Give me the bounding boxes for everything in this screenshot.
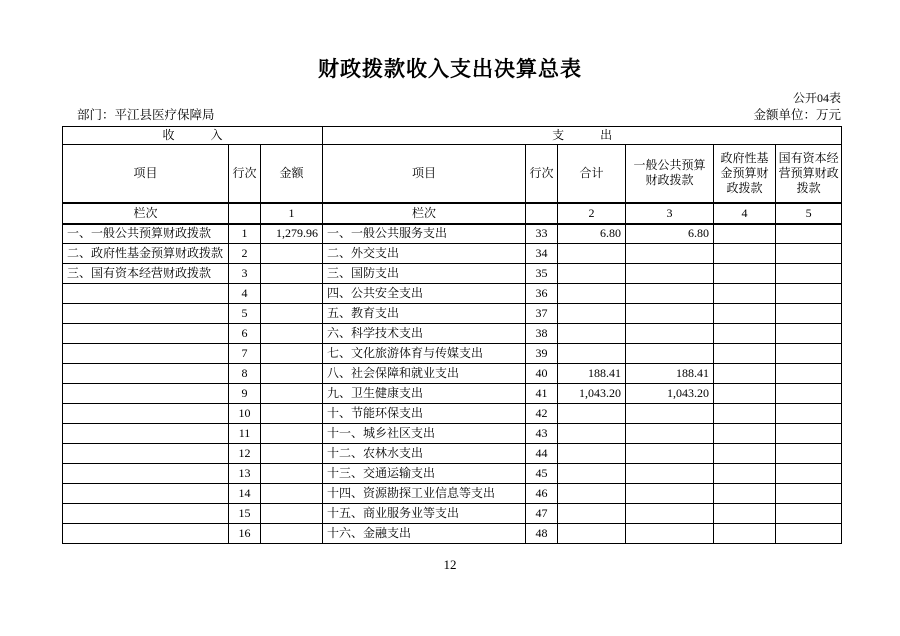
expense-total-cell <box>558 284 626 304</box>
expense-state-capital-cell <box>776 404 842 424</box>
expense-total-cell <box>558 524 626 544</box>
expense-general-cell <box>626 264 714 284</box>
expense-total-header: 合计 <box>558 145 626 203</box>
expense-line-cell: 38 <box>526 324 558 344</box>
income-line-header: 行次 <box>229 145 261 203</box>
expense-general-cell <box>626 524 714 544</box>
expense-state-capital-cell <box>776 264 842 284</box>
expense-total-cell <box>558 404 626 424</box>
table-row <box>63 464 842 484</box>
expense-item-cell: 九、卫生健康支出 <box>323 384 526 404</box>
income-amount-cell <box>261 264 323 284</box>
expense-gov-fund-cell <box>714 304 776 324</box>
expense-gov-fund-cell <box>714 504 776 524</box>
expense-line-cell: 33 <box>526 224 558 244</box>
expense-item-cell: 十四、资源勘探工业信息等支出 <box>323 484 526 504</box>
table-row <box>63 384 842 404</box>
income-line-cell: 16 <box>229 524 261 544</box>
expense-gov-fund-cell <box>714 404 776 424</box>
page-title: 财政拨款收入支出决算总表 <box>318 58 582 81</box>
expense-general-budget-header: 一般公共预算财政拨款 <box>626 145 714 203</box>
expense-total-cell <box>558 244 626 264</box>
income-amount-cell <box>261 364 323 384</box>
expense-gov-fund-header: 政府性基金预算财政拨款 <box>714 145 776 203</box>
expense-general-cell <box>626 244 714 264</box>
income-item-cell <box>63 364 229 384</box>
table-row <box>63 344 842 364</box>
expense-state-capital-index: 5 <box>776 203 842 224</box>
expense-total-cell <box>558 304 626 324</box>
income-item-cell <box>63 284 229 304</box>
expense-state-capital-cell <box>776 304 842 324</box>
expense-general-index: 3 <box>626 203 714 224</box>
expense-gov-fund-cell <box>714 484 776 504</box>
expense-general-cell <box>626 464 714 484</box>
expense-general-cell <box>626 484 714 504</box>
expense-total-cell <box>558 504 626 524</box>
expense-state-capital-header: 国有资本经营预算财政拨款 <box>776 145 842 203</box>
expense-line-cell: 36 <box>526 284 558 304</box>
table-row <box>63 284 842 304</box>
table-row <box>63 524 842 544</box>
income-section-header: 收 入 <box>63 127 323 145</box>
income-line-cell: 7 <box>229 344 261 364</box>
table-row <box>63 304 842 324</box>
income-amount-cell <box>261 464 323 484</box>
expense-total-cell <box>558 464 626 484</box>
expense-gov-fund-cell <box>714 284 776 304</box>
table-row <box>63 264 842 284</box>
income-amount-cell <box>261 524 323 544</box>
expense-line-cell: 44 <box>526 444 558 464</box>
expense-gov-fund-index: 4 <box>714 203 776 224</box>
expense-general-cell <box>626 444 714 464</box>
income-line-cell: 12 <box>229 444 261 464</box>
expense-item-cell: 三、国防支出 <box>323 264 526 284</box>
income-amount-cell <box>261 444 323 464</box>
expense-line-cell: 47 <box>526 504 558 524</box>
budget-summary-table <box>62 126 842 544</box>
expense-line-cell: 43 <box>526 424 558 444</box>
column-index-row <box>63 203 842 224</box>
expense-general-cell <box>626 324 714 344</box>
expense-gov-fund-cell <box>714 444 776 464</box>
expense-item-cell: 二、外交支出 <box>323 244 526 264</box>
income-amount-cell: 1,279.96 <box>261 224 323 244</box>
expense-line-index <box>526 203 558 224</box>
income-line-cell: 15 <box>229 504 261 524</box>
income-line-cell: 11 <box>229 424 261 444</box>
table-row <box>63 484 842 504</box>
income-amount-cell <box>261 304 323 324</box>
income-line-cell: 2 <box>229 244 261 264</box>
expense-line-cell: 37 <box>526 304 558 324</box>
expense-total-cell <box>558 264 626 284</box>
expense-state-capital-cell <box>776 424 842 444</box>
income-amount-header: 金额 <box>261 145 323 203</box>
column-header-row <box>63 145 842 203</box>
expense-general-cell: 6.80 <box>626 224 714 244</box>
expense-line-cell: 40 <box>526 364 558 384</box>
income-amount-cell <box>261 404 323 424</box>
expense-state-capital-cell <box>776 444 842 464</box>
income-amount-index: 1 <box>261 203 323 224</box>
table-row <box>63 404 842 424</box>
form-code-label: 公开04表 <box>792 91 841 105</box>
expense-item-cell: 七、文化旅游体育与传媒支出 <box>323 344 526 364</box>
expense-section-header: 支 出 <box>323 127 842 145</box>
expense-item-cell: 十六、金融支出 <box>323 524 526 544</box>
expense-gov-fund-cell <box>714 384 776 404</box>
expense-index-label: 栏次 <box>323 203 526 224</box>
expense-total-cell <box>558 484 626 504</box>
expense-line-cell: 46 <box>526 484 558 504</box>
expense-total-cell: 188.41 <box>558 364 626 384</box>
income-line-cell: 6 <box>229 324 261 344</box>
income-item-cell <box>63 424 229 444</box>
expense-item-cell: 四、公共安全支出 <box>323 284 526 304</box>
income-line-cell: 4 <box>229 284 261 304</box>
table-row <box>63 424 842 444</box>
expense-item-cell: 十、节能环保支出 <box>323 404 526 424</box>
income-item-cell <box>63 444 229 464</box>
income-index-label: 栏次 <box>63 203 229 224</box>
income-line-cell: 3 <box>229 264 261 284</box>
income-item-cell <box>63 524 229 544</box>
expense-state-capital-cell <box>776 244 842 264</box>
income-amount-cell <box>261 504 323 524</box>
expense-general-cell <box>626 404 714 424</box>
expense-general-cell <box>626 504 714 524</box>
income-line-cell: 14 <box>229 484 261 504</box>
income-amount-cell <box>261 344 323 364</box>
income-item-cell <box>63 404 229 424</box>
table-row <box>63 244 842 264</box>
expense-line-cell: 34 <box>526 244 558 264</box>
expense-line-cell: 48 <box>526 524 558 544</box>
income-line-index <box>229 203 261 224</box>
expense-total-index: 2 <box>558 203 626 224</box>
table-row <box>63 504 842 524</box>
expense-gov-fund-cell <box>714 364 776 384</box>
table-row <box>63 324 842 344</box>
amount-unit-label: 金额单位：万元 <box>753 108 841 122</box>
expense-gov-fund-cell <box>714 464 776 484</box>
expense-total-cell <box>558 444 626 464</box>
expense-line-cell: 45 <box>526 464 558 484</box>
income-line-cell: 8 <box>229 364 261 384</box>
income-amount-cell <box>261 324 323 344</box>
expense-item-cell: 十五、商业服务业等支出 <box>323 504 526 524</box>
expense-state-capital-cell <box>776 384 842 404</box>
table-row <box>63 224 842 244</box>
expense-line-header: 行次 <box>526 145 558 203</box>
table-row <box>63 364 842 384</box>
income-amount-cell <box>261 384 323 404</box>
income-item-cell <box>63 504 229 524</box>
expense-gov-fund-cell <box>714 244 776 264</box>
expense-item-cell: 一、一般公共服务支出 <box>323 224 526 244</box>
expense-line-cell: 39 <box>526 344 558 364</box>
income-line-cell: 9 <box>229 384 261 404</box>
expense-item-cell: 十三、交通运输支出 <box>323 464 526 484</box>
income-item-cell: 三、国有资本经营财政拨款 <box>63 264 229 284</box>
expense-state-capital-cell <box>776 484 842 504</box>
income-line-cell: 5 <box>229 304 261 324</box>
expense-general-cell <box>626 304 714 324</box>
expense-item-cell: 十二、农林水支出 <box>323 444 526 464</box>
section-header-row <box>63 127 842 145</box>
expense-gov-fund-cell <box>714 264 776 284</box>
expense-item-header: 项目 <box>323 145 526 203</box>
income-amount-cell <box>261 424 323 444</box>
expense-total-cell <box>558 424 626 444</box>
income-item-cell: 一、一般公共预算财政拨款 <box>63 224 229 244</box>
expense-item-cell: 十一、城乡社区支出 <box>323 424 526 444</box>
expense-gov-fund-cell <box>714 424 776 444</box>
income-item-cell <box>63 324 229 344</box>
expense-state-capital-cell <box>776 344 842 364</box>
expense-general-cell <box>626 424 714 444</box>
expense-gov-fund-cell <box>714 344 776 364</box>
income-item-cell: 二、政府性基金预算财政拨款 <box>63 244 229 264</box>
expense-gov-fund-cell <box>714 324 776 344</box>
income-line-cell: 1 <box>229 224 261 244</box>
expense-line-cell: 35 <box>526 264 558 284</box>
expense-item-cell: 六、科学技术支出 <box>323 324 526 344</box>
income-line-cell: 13 <box>229 464 261 484</box>
income-item-header: 项目 <box>63 145 229 203</box>
expense-state-capital-cell <box>776 364 842 384</box>
income-line-cell: 10 <box>229 404 261 424</box>
expense-general-cell: 1,043.20 <box>626 384 714 404</box>
expense-state-capital-cell <box>776 464 842 484</box>
table-row <box>63 444 842 464</box>
expense-item-cell: 八、社会保障和就业支出 <box>323 364 526 384</box>
expense-state-capital-cell <box>776 504 842 524</box>
income-item-cell <box>63 344 229 364</box>
expense-general-cell <box>626 284 714 304</box>
income-item-cell <box>63 384 229 404</box>
expense-total-cell <box>558 344 626 364</box>
income-item-cell <box>63 464 229 484</box>
expense-state-capital-cell <box>776 224 842 244</box>
expense-state-capital-cell <box>776 524 842 544</box>
table-body <box>63 224 842 544</box>
expense-line-cell: 42 <box>526 404 558 424</box>
income-amount-cell <box>261 244 323 264</box>
expense-state-capital-cell <box>776 324 842 344</box>
expense-general-cell <box>626 344 714 364</box>
income-item-cell <box>63 304 229 324</box>
expense-general-cell: 188.41 <box>626 364 714 384</box>
page-number: 12 <box>443 557 457 572</box>
expense-item-cell: 五、教育支出 <box>323 304 526 324</box>
department-label: 部门：平江县医疗保障局 <box>77 108 215 122</box>
expense-total-cell: 1,043.20 <box>558 384 626 404</box>
income-amount-cell <box>261 484 323 504</box>
income-amount-cell <box>261 284 323 304</box>
meta-row <box>0 107 900 123</box>
expense-line-cell: 41 <box>526 384 558 404</box>
expense-total-cell: 6.80 <box>558 224 626 244</box>
expense-state-capital-cell <box>776 284 842 304</box>
expense-total-cell <box>558 324 626 344</box>
income-item-cell <box>63 484 229 504</box>
expense-gov-fund-cell <box>714 224 776 244</box>
expense-gov-fund-cell <box>714 524 776 544</box>
